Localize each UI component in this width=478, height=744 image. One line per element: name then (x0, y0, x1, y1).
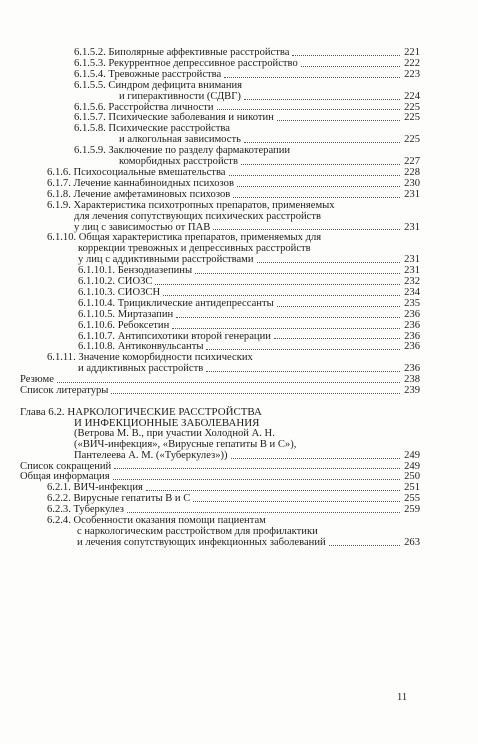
toc-entry-title: 6.1.9. Характеристика психотропных препаратов, применяемых (47, 199, 335, 211)
toc-entry-title: Список сокращений (20, 460, 112, 472)
toc-entry[interactable] (20, 81, 420, 92)
toc-entry[interactable] (20, 364, 420, 375)
dot-leader (292, 55, 400, 56)
toc-entry-title: 6.1.6. Психосоциальные вмешательства (47, 166, 226, 178)
toc-entry-page: 238 (404, 374, 420, 386)
toc-entry-title: и алкогольная зависимость (119, 134, 241, 146)
toc-entry-title: 6.1.5.2. Биполярные аффективные расстройства (74, 47, 290, 58)
toc-entry-title: Список литературы (20, 385, 109, 397)
toc-entry-title: 6.2.2. Вирусные гепатиты В и С (47, 493, 191, 505)
table-of-contents (20, 48, 420, 549)
toc-entry-page: 231 (404, 265, 420, 277)
dot-leader (113, 479, 400, 480)
toc-entry-title: 6.2.1. ВИЧ-инфекция (47, 482, 143, 494)
toc-entry[interactable] (20, 321, 420, 332)
toc-entry[interactable] (20, 440, 420, 451)
toc-entry[interactable] (20, 386, 420, 397)
dot-leader (213, 229, 400, 230)
toc-entry-page: 259 (404, 504, 420, 516)
toc-entry-page: 225 (404, 134, 420, 146)
toc-entry-page: 236 (404, 319, 420, 331)
toc-entry-title: и лечения сопутствующих инфекционных заболеваний (77, 536, 326, 548)
dot-leader (172, 328, 400, 329)
dot-leader (217, 109, 400, 110)
dot-leader (163, 295, 400, 296)
toc-entry-title: и аддиктивных расстройств (78, 363, 204, 375)
toc-entry-title: коморбидных расстройств (119, 156, 238, 168)
toc-entry-page: 239 (404, 385, 420, 397)
dot-leader (176, 317, 400, 318)
dot-leader (244, 142, 400, 143)
toc-entry-title: («ВИЧ-инфекция», «Вирусные гепатиты В и С»), (74, 438, 297, 450)
toc-entry-page: 263 (404, 536, 420, 548)
dot-leader (111, 393, 400, 394)
toc-entry-title: коррекции тревожных и депрессивных расстройств (78, 243, 311, 255)
dot-leader (237, 186, 400, 187)
toc-entry-page: 230 (404, 177, 420, 189)
toc-entry-title: с наркологическим расстройством для профилактики (77, 525, 318, 537)
dot-leader (257, 262, 400, 263)
toc-entry[interactable] (20, 451, 420, 462)
page-number: 11 (397, 692, 408, 703)
toc-entry-title: 6.2.4. Особенности оказания помощи пациентам (47, 515, 266, 527)
toc-entry-title: 6.1.5.8. Психические расстройства (74, 123, 230, 135)
toc-entry-title: 6.1.11. Значение коморбидности психических (47, 352, 253, 364)
toc-entry-title: 6.1.10. Общая характеристика препаратов, применяемых для (47, 232, 322, 244)
dot-leader (57, 382, 400, 383)
toc-entry-title: у лиц с зависимостью от ПАВ (74, 221, 211, 233)
toc-entry-title: 6.1.10.4. Трициклические антидепрессанты (78, 297, 274, 309)
toc-entry[interactable] (20, 212, 420, 223)
toc-entry-page: 225 (404, 112, 420, 124)
dot-leader (329, 545, 400, 546)
toc-entry-page: 249 (404, 449, 420, 461)
toc-entry-title: 6.1.10.6. Ребоксетин (78, 319, 170, 331)
toc-entry-title: 6.1.5.5. Синдром дефицита внимания (74, 79, 243, 91)
dot-leader (224, 77, 400, 78)
toc-entry-title: 6.1.10.2. СИОЗС (78, 276, 153, 288)
dot-leader (233, 197, 400, 198)
toc-entry-page: 235 (404, 297, 420, 309)
toc-entry-page: 231 (404, 254, 420, 266)
toc-entry-title: для лечения сопутствующих психических расстройств (74, 210, 322, 222)
dot-leader (195, 273, 400, 274)
toc-entry-title: Общая информация (20, 471, 110, 483)
toc-entry[interactable] (20, 538, 420, 549)
toc-entry-title: 6.1.10.5. Миртазапин (78, 308, 174, 320)
toc-entry-title: Глава 6.2. НАРКОЛОГИЧЕСКИЕ РАССТРОЙСТВА (20, 406, 262, 418)
toc-entry-page: 227 (404, 156, 420, 168)
toc-entry[interactable] (20, 201, 420, 212)
toc-entry-title: 6.1.5.4. Тревожные расстройства (74, 68, 222, 80)
dot-leader (155, 284, 400, 285)
toc-entry-page: 250 (404, 471, 420, 483)
toc-entry-page: 236 (404, 341, 420, 353)
toc-entry-page: 223 (404, 68, 420, 80)
dot-leader (206, 349, 400, 350)
toc-entry-page: 249 (404, 460, 420, 472)
toc-entry-title: 6.1.10.3. СИОЗСН (78, 286, 161, 298)
dot-leader (301, 66, 400, 67)
toc-entry-page: 224 (404, 90, 420, 102)
toc-entry-page: 232 (404, 276, 420, 288)
toc-entry-page: 231 (404, 188, 420, 200)
toc-entry-title: Пантелеева А. М. («Туберкулез»)) (74, 449, 228, 461)
toc-entry-page: 236 (404, 308, 420, 320)
toc-entry-title: 6.1.8. Лечение амфетаминовых психозов (47, 188, 231, 200)
dot-leader (206, 371, 400, 372)
toc-entry-page: 228 (404, 166, 420, 178)
toc-entry-title: Резюме (20, 374, 54, 386)
toc-entry-page: 231 (404, 221, 420, 233)
toc-entry-title: 6.1.5.7. Психические заболевания и никотин (74, 112, 274, 124)
toc-entry-page: 225 (404, 101, 420, 113)
dot-leader (229, 175, 400, 176)
toc-entry-title: 6.1.10.1. Бензодиазепины (78, 265, 193, 277)
toc-entry[interactable] (20, 92, 420, 103)
toc-entry-page: 221 (404, 47, 420, 58)
toc-entry-title: 6.1.10.8. Антиконвульсанты (78, 341, 204, 353)
toc-entry-title: 6.1.5.6. Расстройства личности (74, 101, 214, 113)
toc-entry-title: (Ветрова М. В., при участии Холодной А. Н. (74, 427, 275, 439)
toc-entry-page: 251 (404, 482, 420, 494)
toc-entry-page: 234 (404, 286, 420, 298)
dot-leader (241, 164, 400, 165)
dot-leader (231, 458, 400, 459)
toc-entry-title: 6.1.10.7. Антипсихотики второй генерации (78, 330, 271, 342)
dot-leader (193, 501, 400, 502)
toc-entry-title: у лиц с аддиктивными расстройствами (78, 254, 254, 266)
toc-entry-title: 6.1.5.3. Рекуррентное депрессивное расстройство (74, 57, 298, 69)
toc-entry-title: 6.1.7. Лечение каннабиноидных психозов (47, 177, 234, 189)
toc-entry-page: 222 (404, 57, 420, 69)
dot-leader (146, 490, 400, 491)
toc-entry-page: 236 (404, 330, 420, 342)
dot-leader (127, 512, 400, 513)
dot-leader (114, 468, 400, 469)
dot-leader (244, 99, 400, 100)
toc-entry-title: 6.2.3. Туберкулез (47, 504, 124, 516)
toc-entry-title: 6.1.5.9. Заключение по разделу фармакотерапии (74, 145, 291, 157)
dot-leader (277, 120, 400, 121)
toc-entry-page: 236 (404, 363, 420, 375)
dot-leader (274, 338, 400, 339)
toc-entry-title: И ИНФЕКЦИОННЫЕ ЗАБОЛЕВАНИЯ (74, 416, 260, 429)
toc-entry-page: 255 (404, 493, 420, 505)
toc-entry-title: и гиперактивности (СДВГ) (119, 90, 241, 102)
dot-leader (277, 306, 400, 307)
